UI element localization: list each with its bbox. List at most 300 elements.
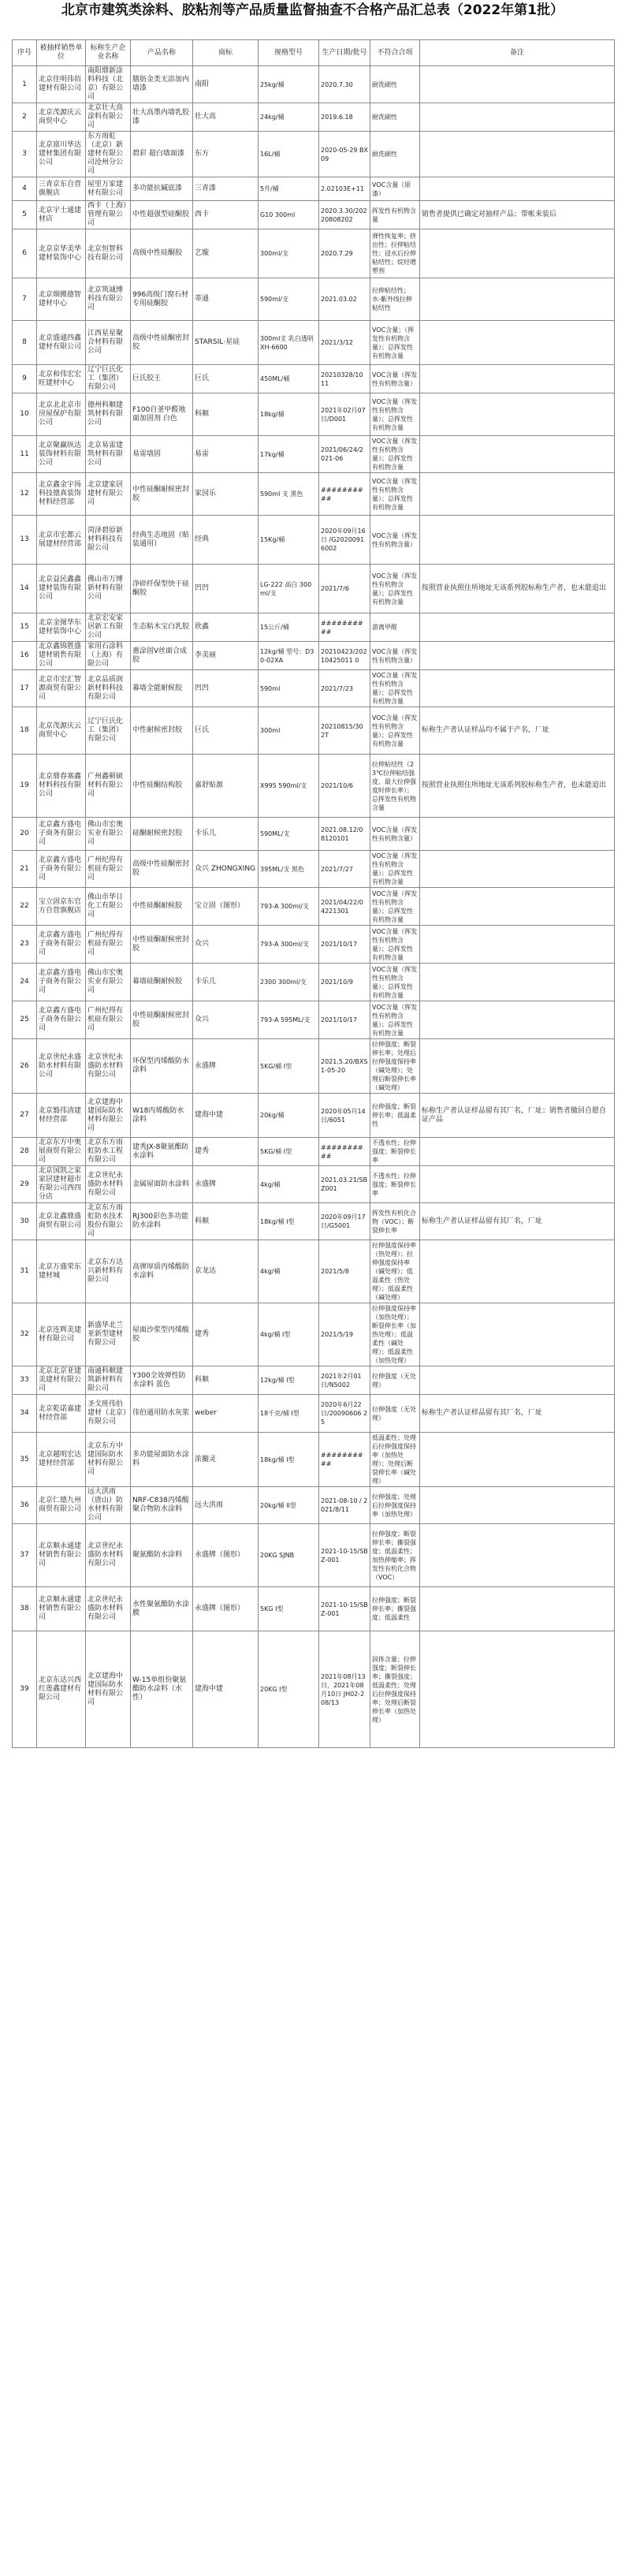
cell-spec: 300ml [259,707,319,755]
cell-fail: 挥发性有机物含量 [370,201,420,229]
cell-product: 环保型丙烯酸防水涂料 [131,1039,193,1094]
cell-note [420,473,615,516]
cell-fail: 耐洗刷性 [370,132,420,177]
cell-spec: 4kg/桶 I型 [259,1303,319,1366]
cell-date: 2021.08.12/0 8120101 [319,818,370,851]
cell-spec: 5升/桶 [259,177,319,201]
cell-seller: 北京顺永通建材销售有限公司 [37,1587,86,1631]
cell-maker: 北京品质润新材料科技有限公司 [86,670,131,707]
cell-maker: 辽宁巨氏化工（集团）有限公司 [86,365,131,393]
header-seller: 被抽样销售单位 [37,40,86,66]
header-brand: 商标 [193,40,259,66]
cell-no: 9 [13,365,37,393]
cell-seller: 北京茂源庆云商贸中心 [37,103,86,132]
cell-fail: VOC含量（挥发性有机物含量）；总挥发性有机物含量 [370,888,420,926]
cell-brand: 巨氏 [193,365,259,393]
cell-maker: 北京建家居建材有限公司 [86,473,131,516]
cell-note: 标称生产者认证样品均不属于产名，厂址 [420,707,615,755]
cell-seller: 北京茂源庆云商贸中心 [37,707,86,755]
cell-product: W-15单组份聚氨酯防水涂料（水性） [131,1631,193,1748]
cell-spec: 300ml支 乳白透明 XH-6600 [259,321,319,365]
table-row [13,1366,615,1395]
cell-brand: 蒂通 [193,278,259,321]
cell-brand: 巨氏 [193,707,259,755]
cell-date: 2021年2月01日/N5002 [319,1366,370,1395]
table-row [13,365,615,393]
cell-note [420,1240,615,1303]
cell-product: 经典生态地固（贴装通用） [131,516,193,565]
cell-brand: 京龙达 [193,1240,259,1303]
cell-spec: 395ML/支 黑色 [259,851,319,888]
table-row [13,670,615,707]
cell-brand: 南阳 [193,66,259,103]
table-row [13,201,615,229]
table-row [13,1138,615,1166]
cell-date: 2.02103E+11 [319,177,370,201]
table-row [13,926,615,964]
cell-no: 23 [13,926,37,964]
cell-product: 中性硅酮耐候密封胶 [131,1001,193,1039]
cell-date: 2021/10/17 [319,926,370,964]
cell-spec: 20kg/桶 [259,1094,319,1138]
cell-product: RJ300彩色多功能防水涂料 [131,1203,193,1240]
table-row [13,1395,615,1433]
table-row [13,1166,615,1203]
cell-fail: VOC含量（挥发性有机物含量）；总挥发性有机物含量 [370,1001,420,1039]
cell-product: 建秀JX-8聚氨酯防水涂料 [131,1138,193,1166]
cell-fail: 挥发性有机化合物（VOC）；断裂伸长率 [370,1203,420,1240]
cell-maker: 北京壮大高涂料有限公司 [86,103,131,132]
cell-date: 2019.6.18 [319,103,370,132]
cell-note [420,1001,615,1039]
cell-fail: VOC含量（挥发性有机物含量）；总挥发性有机物含量 [370,926,420,964]
cell-date: 2020年09月17日/G5001 [319,1203,370,1240]
cell-seller: 北京越明宏达建材经营部 [37,1433,86,1487]
cell-maker: 北京建海中建国际防水材料有限公司 [86,1631,131,1748]
cell-fail: 拉伸强度保持率（热处理）；拉伸强度保持率（碱处理）；低温柔性（热处理）；低温柔性（碱处理） [370,1240,420,1303]
cell-product: 易雷墙固 [131,436,193,473]
cell-brand: 众兴 [193,1001,259,1039]
table-row [13,473,615,516]
cell-no: 15 [13,613,37,642]
cell-product: 幕墙全能耐候胶 [131,670,193,707]
cell-seller: 北京豁伟清建材经营部 [37,1094,86,1138]
table-row [13,964,615,1001]
cell-brand: 卡乐儿 [193,964,259,1001]
cell-note [420,1366,615,1395]
cell-product: 生态粘木宝白乳胶 [131,613,193,642]
table-row [13,755,615,818]
cell-no: 33 [13,1366,37,1395]
cell-product: 巨氏胶王 [131,365,193,393]
cell-fail: 拉伸强度；处理后拉伸强度保持率（加热处理） [370,1487,420,1524]
cell-spec: 300ml/支 [259,229,319,278]
cell-date: 2021-10-15/SBZ-001 [319,1587,370,1631]
cell-product: 高级中性硅酮密封胶 [131,321,193,365]
cell-fail: 弹性恢复率；挤出性；拉伸粘结性；浸水后拉伸粘结性；烷烃增塑剂 [370,229,420,278]
cell-product: 碧彩 超白墙面漆 [131,132,193,177]
cell-seller: 北京盛通四鑫建材有限公司 [37,321,86,365]
cell-date: 2021/10/9 [319,964,370,1001]
cell-seller: 北京北鑫鼎盛商贸有限公司 [37,1203,86,1240]
cell-maker: 广州纪得有机硅有限公司 [86,851,131,888]
cell-maker: 北京东方中建国际防水材料有限公司 [86,1433,131,1487]
cell-seller: 北京连辉美建材有限公司 [37,1303,86,1366]
cell-note [420,66,615,103]
cell-no: 32 [13,1303,37,1366]
cell-note: 标称生产者认证样品留有其厂名，厂址 [420,1203,615,1240]
cell-maker: 北京建海中建国际防水材料有限公司 [86,1094,131,1138]
table-row [13,1094,615,1138]
cell-date: ########## [319,1138,370,1166]
cell-brand: 家园乐 [193,473,259,516]
cell-product: 中性硅酮结构胶 [131,755,193,818]
cell-date: 2020.7.29 [319,229,370,278]
cell-date: 2021-08-10 / 2021/8/11 [319,1487,370,1524]
cell-date: 2020.7.30 [319,66,370,103]
cell-spec: 450ML/桶 [259,365,319,393]
header-spec: 规格型号 [259,40,319,66]
cell-product: 屋面沙浆型丙烯酸胶 [131,1303,193,1366]
cell-maker: 北京筑诚博科技有限公司 [86,278,131,321]
cell-seller: 北京北北京市房屋保护有限公司 [37,393,86,436]
cell-maker: 新盛华北兰亚新型建材有限公司 [86,1303,131,1366]
cell-fail: 不透水性；拉伸强度；断裂伸长率 [370,1138,420,1166]
cell-fail: VOC含量（挥发性有机物含量） [370,365,420,393]
cell-maker: 佛山市华日化工有限公司 [86,888,131,926]
cell-date: 2021年02月07日/D001 [319,393,370,436]
cell-product: NRF-C838丙烯酸聚合物防水涂料 [131,1487,193,1524]
table-row [13,1631,615,1748]
cell-no: 27 [13,1094,37,1138]
cell-brand: 远大洪雨 [193,1487,259,1524]
cell-maker: 东方雨虹（北京）新建材有限公司沧州分公司 [86,132,131,177]
cell-note [420,818,615,851]
cell-maker: 广州鑫顿硕材料有限公司 [86,755,131,818]
cell-brand: 建海中建 [193,1094,259,1138]
cell-maker: 北京世纪永盛防水材料有限公司 [86,1524,131,1587]
cell-maker: 北京恒智科技有限公司 [86,229,131,278]
cell-seller: 北京东方中奥展商贸有限公司 [37,1138,86,1166]
cell-no: 18 [13,707,37,755]
table-header-row [13,40,615,66]
cell-spec: 4kg/桶 [259,1240,319,1303]
cell-spec: 12kg/桶 I型 [259,1366,319,1395]
cell-maker: 屋里万家建材有限公司 [86,177,131,201]
cell-seller: 北京鑫方盛电子商务有限公司 [37,1001,86,1039]
cell-fail: 拉伸粘结性（23℃拉伸粘结强度、最大拉伸强度时伸长率）；总挥发性有机物含量 [370,755,420,818]
table-row [13,229,615,278]
cell-no: 12 [13,473,37,516]
table-row [13,818,615,851]
cell-note [420,278,615,321]
cell-maker: 北京世纪永盛防水材料有限公司 [86,1587,131,1631]
cell-seller: 宝立固京东官方自营旗舰店 [37,888,86,926]
table-row [13,1203,615,1240]
cell-brand: 东方 [193,132,259,177]
cell-brand: 永盛牌 [193,1039,259,1094]
cell-fail: VOC含量（挥发性有机物含量）；总挥发性有机物含量 [370,851,420,888]
cell-spec: 20KG SJNB [259,1524,319,1587]
cell-no: 8 [13,321,37,365]
cell-date: 2021.03.21/SBZ001 [319,1166,370,1203]
cell-maker: 广州纪得有机硅有限公司 [86,1001,131,1039]
header-date: 生产日期/批号 [319,40,370,66]
cell-note: 按照营业执照住所地址无该系列胶标称生产者，也未能追出 [420,565,615,613]
cell-spec: 793-A 595ML/支 [259,1001,319,1039]
table-row [13,642,615,670]
cell-seller: 北京鑫方盛电子商务有限公司 [37,818,86,851]
cell-note [420,1433,615,1487]
cell-no: 2 [13,103,37,132]
cell-date: 20210815/30 2T [319,707,370,755]
cell-seller: 北京鑫方盛电子商务有限公司 [37,851,86,888]
cell-seller: 北京富川华达建材集团有限公司 [37,132,86,177]
cell-no: 24 [13,964,37,1001]
cell-seller: 北京金图华东建材装饰中心 [37,613,86,642]
cell-fail: 耐洗刷性 [370,66,420,103]
cell-seller: 北京鑫金宇扬科技德真装饰材料经营部 [37,473,86,516]
cell-seller: 北京仁德九州商贸有限公司 [37,1487,86,1524]
cell-no: 38 [13,1587,37,1631]
cell-seller: 北京宇士通建材店 [37,201,86,229]
cell-product: 伟伯通用防水灰浆 [131,1395,193,1433]
cell-fail: VOC含量（挥发性有机物含量）；总挥发性有机物含量 [370,473,420,516]
cell-note [420,888,615,926]
cell-spec: 15Kg/桶 [259,516,319,565]
cell-brand: 建海中建 [193,1631,259,1748]
cell-product: 幕墙硅酮耐候胶 [131,964,193,1001]
table-row [13,565,615,613]
cell-fail: 耐洗刷性 [370,103,420,132]
cell-product: 996高级门窗石材专用硅酮胶 [131,278,193,321]
cell-product: F100自釜甲醛地面加固剂 白色 [131,393,193,436]
cell-fail: 拉伸强度（无处理） [370,1366,420,1395]
cell-fail: 拉伸强度；断裂伸长率；撕裂强度；低温柔性；加热伸缩率；挥发性有机化合物（VOC） [370,1524,420,1587]
cell-brand: 三青漆 [193,177,259,201]
cell-no: 11 [13,436,37,473]
cell-maker: 西卡（上海）管理有限公司 [86,201,131,229]
cell-note [420,1524,615,1587]
cell-note [420,1631,615,1748]
cell-note: 标称生产者认证样品留有其厂名，厂址 [420,1395,615,1433]
header-fail: 不符合合项 [370,40,420,66]
cell-note [420,1039,615,1094]
cell-brand: 欣鑫 [193,613,259,642]
cell-note [420,1166,615,1203]
cell-brand: weber [193,1395,259,1433]
cell-spec: 793-A 300ml/支 [259,888,319,926]
cell-fail: VOC含量（挥发性有机物含量）；总挥发性有机物含量 [370,565,420,613]
cell-brand: 科顺 [193,1366,259,1395]
cell-brand: 李美丽 [193,642,259,670]
cell-spec: 5KG/桶 I型 [259,1138,319,1166]
cell-spec: 17kg/桶 [259,436,319,473]
cell-spec: 15公斤/桶 [259,613,319,642]
cell-spec: 25kg/桶 [259,66,319,103]
header-product: 产品名称 [131,40,193,66]
table-row [13,613,615,642]
cell-spec: 18kg/桶 [259,393,319,436]
cell-note [420,642,615,670]
cell-seller: 北京市宏都云展建材经营部 [37,516,86,565]
cell-spec: G10 300ml [259,201,319,229]
cell-seller: 北京市宏汇智源商贸有限公司 [37,670,86,707]
cell-brand: 永盛牌 [193,1166,259,1203]
cell-brand: 众兴 [193,926,259,964]
cell-no: 14 [13,565,37,613]
cell-no: 4 [13,177,37,201]
cell-date: 20210423/20210425011 0 [319,642,370,670]
cell-note [420,1587,615,1631]
table-row [13,1433,615,1487]
cell-seller: 北京顺永通建材销售有限公司 [37,1524,86,1587]
cell-product: 中性硅酮耐候密封胶 [131,473,193,516]
table-row [13,1039,615,1094]
cell-brand: 建秀 [193,1138,259,1166]
cell-date: 2020.3.30/20220808202 [319,201,370,229]
header-note: 备注 [420,40,615,66]
cell-no: 21 [13,851,37,888]
cell-date: 2020年05月14日/6051 [319,1094,370,1138]
cell-no: 13 [13,516,37,565]
cell-product: 金属屋面防水涂料 [131,1166,193,1203]
cell-spec: 20KG I型 [259,1631,319,1748]
header-maker: 标称生产企业名称 [86,40,131,66]
cell-date: 2021/7/23 [319,670,370,707]
cell-spec: 590ml 支 黑色 [259,473,319,516]
cell-fail: 不透水性；拉伸强度；断裂伸长率 [370,1166,420,1203]
cell-date: 2021/04/22/0 4221301 [319,888,370,926]
cell-fail: VOC含量（挥发性有机物含量） [370,516,420,565]
cell-product: 硅酮耐候密封胶 [131,818,193,851]
cell-date: 2021.03.02 [319,278,370,321]
cell-fail: 拉伸粘结性；水-紫外线拉伸粘结性 [370,278,420,321]
cell-note [420,1303,615,1366]
cell-no: 39 [13,1631,37,1748]
cell-product: 净碎纤保型快干硅酮胶 [131,565,193,613]
cell-date: ########## [319,613,370,642]
table-row [13,436,615,473]
cell-spec: 793-A 300ml/支 [259,926,319,964]
table-row [13,888,615,926]
cell-product: 中性硅酮耐候胶 [131,888,193,926]
table-row [13,1587,615,1631]
cell-note [420,365,615,393]
cell-maker: 菏泽碧原新材料科技有限公司 [86,516,131,565]
cell-brand: STARSIL·星硅 [193,321,259,365]
cell-note [420,132,615,177]
cell-brand: 壮大高 [193,103,259,132]
cell-seller: 三青京东自营旗舰店 [37,177,86,201]
cell-fail: VOC含量（挥发性有机物含量）；总挥发性有机物含量 [370,707,420,755]
cell-no: 22 [13,888,37,926]
cell-brand: 艺璇 [193,229,259,278]
cell-maker: 家用石涂料（上海）有限公司 [86,642,131,670]
cell-brand: 众兴 ZHONGXING [193,851,259,888]
cell-spec: 18kg/桶 I型 [259,1433,319,1487]
cell-seller: 北京京华美华建材装饰中心 [37,229,86,278]
cell-no: 29 [13,1166,37,1203]
cell-product: Y300全效弹性防水涂料 蓝色 [131,1366,193,1395]
cell-note [420,1487,615,1524]
cell-spec: 16L/桶 [259,132,319,177]
cell-seller: 北京乾诺嘉建材经营部 [37,1395,86,1433]
cell-fail: VOC含量（挥发性有机物含量） [370,818,420,851]
cell-spec: 24kg/桶 [259,103,319,132]
cell-no: 16 [13,642,37,670]
cell-spec: X995 590ml/支 [259,755,319,818]
cell-spec: 4kg/桶 [259,1166,319,1203]
cell-brand: 凹凹 [193,565,259,613]
cell-product: W18丙烯酸防水涂料 [131,1094,193,1138]
cell-fail: 拉伸强度保持率（加热处理）；断裂伸长率（加热处理）；低温柔性（碱处理）；低温柔性（加热处理） [370,1303,420,1366]
cell-brand: 嘉舒贴源 [193,755,259,818]
cell-seller: 北京国凯之家家居建材超市有限公司西四分店 [37,1166,86,1203]
cell-spec: 5KG/桶 I型 [259,1039,319,1094]
cell-brand: 经典 [193,516,259,565]
cell-date: 2021/7/27 [319,851,370,888]
cell-no: 20 [13,818,37,851]
cell-product: 水性聚氨酯防水涂膜 [131,1587,193,1631]
cell-fail: VOC含量（挥发性有机物含量） [370,642,420,670]
cell-maker: 远大洪雨（唐山）防水材料有限公司 [86,1487,131,1524]
cell-note [420,1138,615,1166]
cell-fail: VOC含量（挥发性有机物含量）；总挥发性有机物含量 [370,964,420,1001]
cell-product: 中性耐候密封胶 [131,707,193,755]
cell-fail: 固体含量；拉伸强度；断裂伸长率；撕裂强度；低温柔性；处理后拉伸强度保持率；处理后断裂伸长率（加热处理） [370,1631,420,1748]
cell-maker: 佛山市万博新材料有限公司 [86,565,131,613]
cell-date: 2021-10-15/SBZ-001 [319,1524,370,1587]
table-row [13,851,615,888]
cell-fail: 拉伸强度；断裂伸长率；低温柔性 [370,1094,420,1138]
cell-seller: 北京东达兴西红莲鑫建材有限公司 [37,1631,86,1748]
cell-fail: 拉伸强度；断裂伸长率；处理后拉伸强度保持率（碱处理）；处理后断裂伸长率（碱处理） [370,1039,420,1094]
cell-maker: 圣戈班伟伯建材（北京）有限公司 [86,1395,131,1433]
cell-no: 1 [13,66,37,103]
cell-product: 多功能抗碱底漆 [131,177,193,201]
cell-no: 35 [13,1433,37,1487]
cell-seller: 北京世纪永盛防水材料有限公司 [37,1039,86,1094]
cell-date: 2021/10/6 [319,755,370,818]
cell-no: 19 [13,755,37,818]
cell-spec: 18千克/桶 I型 [259,1395,319,1433]
cell-fail: VOC含量（挥发性有机物含量）；总挥发性有机物含量 [370,670,420,707]
table-body [13,66,615,1748]
table-row [13,516,615,565]
cell-product: 高级中性硅酮胶 [131,229,193,278]
cell-date: 2021年08月13日，2021年08月10日 JH02-2 08/13 [319,1631,370,1748]
cell-fail: VOC含量（挥发性有机物含量）；总挥发性有机物含量 [370,393,420,436]
cell-product: 壮大高墨内墙乳胶漆 [131,103,193,132]
document-title: 北京市建筑类涂料、胶粘剂等产品质量监督抽查不合格产品汇总表（2022年第1批） [61,2,564,18]
cell-maker: 北京东方达兴新材料有限公司 [86,1240,131,1303]
cell-no: 10 [13,393,37,436]
cell-date: 2020年6月22日/20090606 25 [319,1395,370,1433]
table-row [13,278,615,321]
cell-note [420,393,615,436]
cell-date: 2021/7/6 [319,565,370,613]
cell-note [420,516,615,565]
cell-brand: 浓髓灵 [193,1433,259,1487]
cell-no: 17 [13,670,37,707]
cell-date: 2021.5.20/BXS1-05-20 [319,1039,370,1094]
cell-no: 25 [13,1001,37,1039]
cell-brand: 永盛牌（图形） [193,1587,259,1631]
cell-brand: 永盛牌（图形） [193,1524,259,1587]
cell-product: 膳肪金类无添加内墙漆 [131,66,193,103]
cell-brand: 西卡 [193,201,259,229]
